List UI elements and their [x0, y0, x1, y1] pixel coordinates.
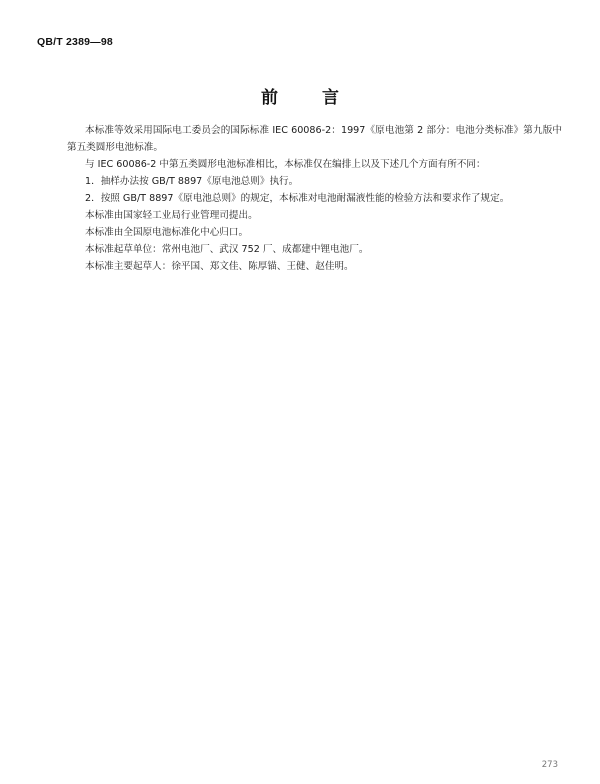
page-title — [0, 83, 600, 108]
page-number: 273 — [541, 760, 558, 770]
paragraph-drafters: 本标准主要起草人：徐平国、郑文佳、陈厚锚、王健、赵佳明。 — [85, 261, 354, 272]
list-item-1: 1．抽样办法按 GB/T 8897《原电池总则》执行。 — [85, 176, 299, 187]
paragraph-differences: 与 IEC 60086-2 中第五类圆形电池标准相比，本标准仅在编排上以及下述几个方面有所不同： — [85, 159, 486, 170]
paragraph-centralized: 本标准由全国原电池标准化中心归口。 — [85, 227, 249, 238]
title-char-2: 言 — [322, 88, 339, 108]
standard-code-header: QB/T 2389—98 — [37, 36, 113, 48]
paragraph-drafting-units: 本标准起草单位：常州电池厂、武汉 752 厂、成都建中锂电池厂。 — [85, 244, 369, 255]
body-text — [67, 122, 562, 275]
title-char-1: 前 — [261, 88, 278, 108]
paragraph-proposer: 本标准由国家轻工业局行业管理司提出。 — [85, 210, 258, 221]
list-item-2: 2．按照 GB/T 8897《原电池总则》的规定，本标准对电池耐漏液性能的检验方法和要求作了规定。 — [85, 193, 510, 204]
paragraph-adoption: 本标准等效采用国际电工委员会的国际标准 IEC 60086-2：1997《原电池第 2 部分：电池分类标准》第九版中第五类圆形电池标准。 — [67, 125, 562, 153]
